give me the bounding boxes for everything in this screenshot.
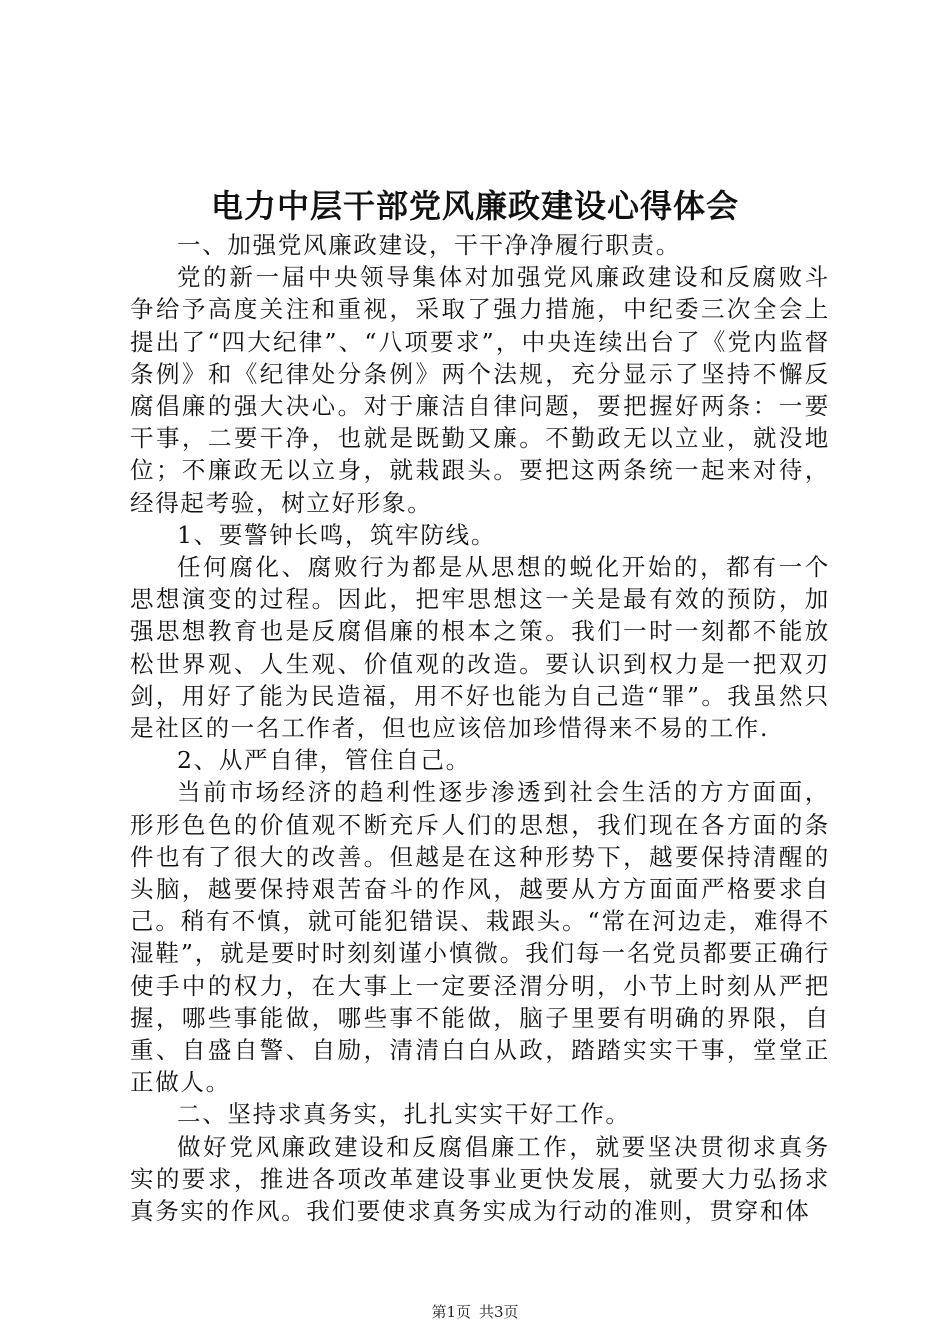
document-title: 电力中层干部党风廉政建设心得体会 [210,187,739,225]
page-number: 第1页 [431,1303,471,1321]
body-paragraph: 当前市场经济的趋利性逐步渗透到社会生活的方方面面，形形色色的价值观不断充斥人们的思想，我们现在各方面的条件也有了很大的改善。但越是在这种形势下，越要保持清醒的头脑，越要保持艰苦奋斗的作风，越要从方方面面严格要求自己。稍有不慎，就可能犯错误、栽跟头。“常在河边走，难得不湿鞋”，就是要时时刻刻谨小慎微。我们每一名党员都要正确行使手中的权力，在大事上一定要泾渭分明，小节上时刻从严把握，哪些事能做，哪些事不能做，脑子里要有明确的界限，自重、自盛自警、自励，清清白白从政，踏踏实实干事，堂堂正正做人。 [130,778,830,1097]
body-paragraph: 做好党风廉政建设和反腐倡廉工作，就要坚决贯彻求真务实的要求，推进各项改革建设事业更快发展，就要大力弘扬求真务实的作风。我们要使求真务实成为行动的准则，贯穿和体 [130,1132,830,1226]
page-footer [0,1302,950,1322]
body-paragraph: 任何腐化、腐败行为都是从思想的蜕化开始的，都有一个思想演变的过程。因此，把牢思想这一关是最有效的预防，加强思想教育也是反腐倡廉的根本之策。我们一时一刻都不能放松世界观、人生观、价值观的改造。要认识到权力是一把双刃剑，用好了能为民造福，用不好也能为自己造“罪”。我虽然只是社区的一名工作者，但也应该倍加珍惜得来不易的工作. [130,553,830,743]
document-body [130,229,830,1227]
subsection-heading: 2、从严自律，管住自己。 [177,746,471,775]
page-total: 共3页 [479,1303,519,1321]
section-heading: 二、坚持求真务实，扎扎实实干好工作。 [177,1100,631,1129]
section-heading: 一、加强党风廉政建设，干干净净履行职责。 [177,231,681,259]
body-paragraph: 党的新一届中央领导集体对加强党风廉政建设和反腐败斗争给予高度关注和重视，采取了强力措施，中纪委三次全会上提出了“四大纪律”、“八项要求”，中央连续出台了《党内监督条例》和《纪律处分条例》两个法规，充分显示了坚持不懈反腐倡廉的强大决心。对于廉洁自律问题，要把握好两条：一要干事，二要干净，也就是既勤又廉。不勤政无以立业，就没地位；不廉政无以立身，就栽跟头。要把这两条统一起来对待，经得起考验，树立好形象。 [130,263,830,517]
subsection-heading: 1、要警钟长鸣，筑牢防线。 [177,520,497,549]
